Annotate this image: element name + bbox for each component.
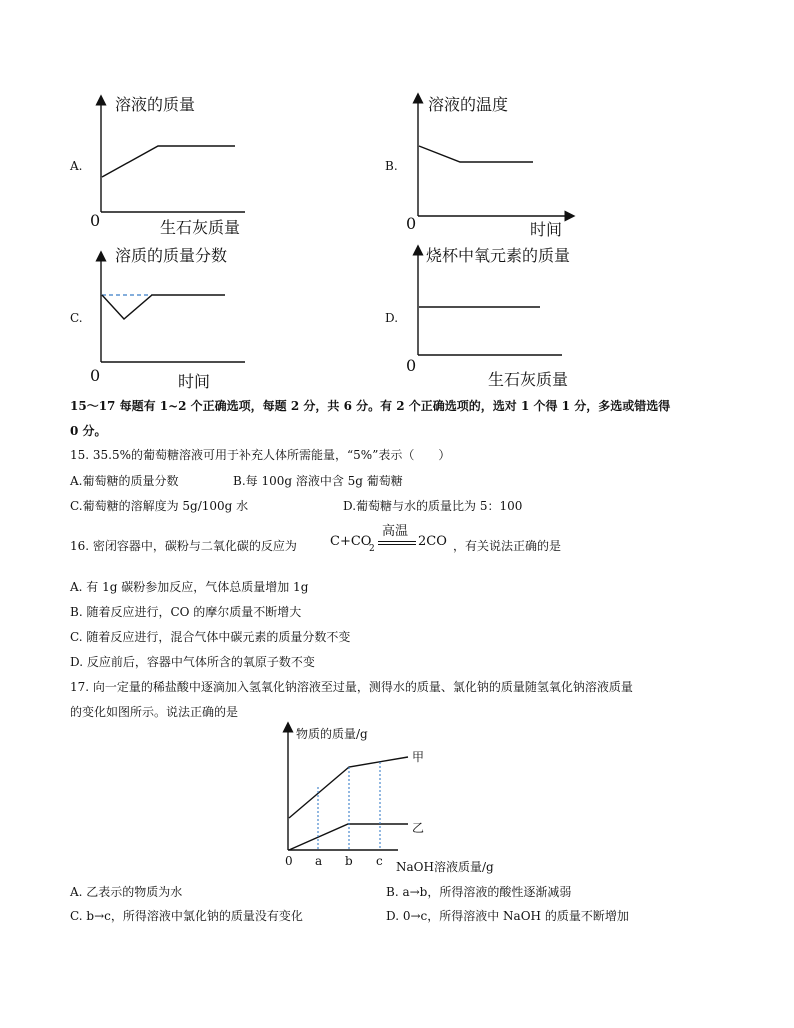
graph-b-option-label: B. (385, 159, 398, 173)
q15-option-c: C.葡萄糖的溶解度为 5g/100g 水 (70, 499, 249, 513)
graph-a-origin: 0 (90, 211, 101, 230)
graph-b (418, 98, 570, 216)
q17-tick-c: c (376, 854, 383, 868)
graph-c-x-label: 时间 (178, 372, 211, 391)
q17-option-c: C. b→c，所得溶液中氯化钠的质量没有变化 (70, 909, 303, 923)
graph-b-y-label: 溶液的温度 (428, 95, 509, 114)
q17-option-d: D. 0→c，所得溶液中 NaOH 的质量不断增加 (386, 909, 629, 923)
q17-series-yi: 乙 (412, 821, 425, 835)
q17-option-b: B. a→b，所得溶液的酸性逐渐减弱 (386, 885, 572, 899)
q17-tick-b: b (345, 854, 353, 868)
q16-option-a: A. 有 1g 碳粉参加反应，气体总质量增加 1g (70, 580, 309, 594)
q17-x-label: NaOH溶液质量/g (396, 860, 494, 874)
q17-stem-line1: 17. 向一定量的稀盐酸中逐滴加入氢氧化钠溶液至过量，测得水的质量、氯化钠的质量随氢氧化钠溶液质量 (70, 680, 633, 694)
graph-a-line (102, 146, 235, 177)
graph-b-x-label: 时间 (530, 220, 563, 239)
q16-eq-sub: 2 (369, 544, 375, 554)
graph-c (101, 256, 245, 362)
q16-eq-left: C+CO (330, 534, 372, 549)
q17-option-a: A. 乙表示的物质为水 (70, 885, 183, 899)
graph-a (101, 100, 245, 212)
graph-a-option-label: A. (70, 159, 83, 173)
q16-option-b: B. 随着反应进行，CO 的摩尔质量不断增大 (70, 605, 302, 619)
q15-stem: 15. 35.5%的葡萄糖溶液可用于补充人体所需能量，“5%”表示（ ） (70, 448, 451, 462)
q15-option-d: D.葡萄糖与水的质量比为 5：100 (343, 499, 523, 513)
q17-series-jia: 甲 (412, 750, 425, 764)
q16-eq-equals (378, 541, 416, 545)
q16-option-c: C. 随着反应进行，混合气体中碳元素的质量分数不变 (70, 630, 351, 644)
q16-eq-condition: 高温 (382, 524, 409, 539)
q15-option-a: A.葡萄糖的质量分数 (70, 474, 179, 488)
q16-equation (330, 520, 455, 556)
q16-option-d: D. 反应前后，容器中气体所含的氧原子数不变 (70, 655, 315, 669)
q17-stem-line2: 的变化如图所示。说法正确的是 (70, 705, 239, 719)
graph-b-origin: 0 (406, 214, 417, 233)
section-note-line2: 0 分。 (70, 424, 107, 438)
q16-stem-pre: 16. 密闭容器中，碳粉与二氧化碳的反应为 (70, 539, 297, 553)
q17-origin: 0 (285, 854, 293, 868)
graph-c-option-label: C. (70, 311, 83, 325)
q17-y-label: 物质的质量/g (296, 727, 368, 741)
graph-d-origin: 0 (406, 356, 417, 375)
graph-c-y-label: 溶质的质量分数 (115, 246, 228, 265)
graph-d-option-label: D. (385, 311, 399, 325)
section-note-line1: 15～17 每题有 1~2 个正确选项，每题 2 分，共 6 分。有 2 个正确选项的，选对 1 个得 1 分，多选或错选得 (70, 399, 671, 413)
q15-option-b: B.每 100g 溶液中含 5g 葡萄糖 (233, 474, 403, 488)
graph-d-x-label: 生石灰质量 (488, 370, 569, 389)
graph-a-x-label: 生石灰质量 (160, 218, 241, 237)
q16-stem-post: ，有关说法正确的是 (453, 539, 562, 553)
graph-b-line (419, 146, 533, 162)
graph-d-y-label: 烧杯中氧元素的质量 (426, 246, 571, 265)
graph-a-y-label: 溶液的质量 (115, 95, 196, 114)
q17-graph (288, 727, 408, 850)
q16-eq-right: 2CO (418, 534, 447, 549)
graph-c-line (102, 295, 225, 319)
q17-tick-a: a (315, 854, 323, 868)
graph-c-origin: 0 (90, 366, 101, 385)
